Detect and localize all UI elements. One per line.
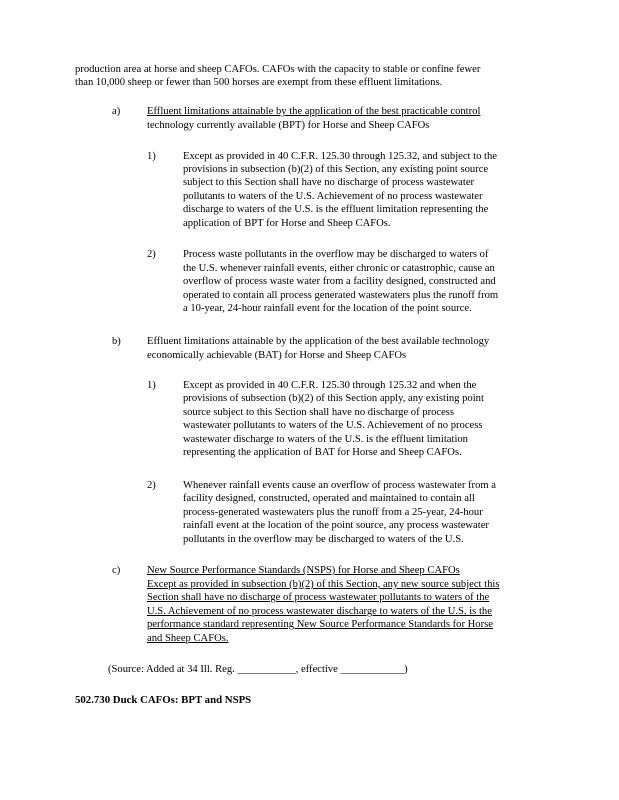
subsection-c-line-6: and Sheep CAFOs. bbox=[147, 633, 229, 644]
subsection-b-marker: b) bbox=[112, 336, 121, 347]
item-b1-line-4: wastewater pollutants to waters of the U.S. Achievement of no process bbox=[183, 420, 483, 431]
item-b1-marker: 1) bbox=[147, 380, 156, 391]
item-a2-line-2: the U.S. whenever rainfall events, either chronic or catastrophic, cause an bbox=[183, 263, 495, 274]
subsection-c-line-1: New Source Performance Standards (NSPS) for Horse and Sheep CAFOs bbox=[147, 565, 460, 576]
subsection-a-heading-line-2: technology currently available (BPT) for Horse and Sheep CAFOs bbox=[147, 120, 430, 131]
item-a2-line-5: a 10-year, 24-hour rainfall event for the location of the point source. bbox=[183, 303, 472, 314]
subsection-a-marker: a) bbox=[112, 106, 121, 117]
item-a2-line-3: overflow of process waste water from a facility designed, constructed and bbox=[183, 276, 496, 287]
item-b1-line-3: source subject to this Section shall have no discharge of process bbox=[183, 407, 455, 418]
section-heading: 502.730 Duck CAFOs: BPT and NSPS bbox=[75, 694, 252, 706]
subsection-c-marker: c) bbox=[112, 565, 121, 576]
item-b2-line-5: pollutants in the overflow may be discharged to waters of the U.S. bbox=[183, 534, 464, 545]
intro-line-1: production area at horse and sheep CAFOs. CAFOs with the capacity to stable or confine fewer bbox=[75, 64, 481, 75]
item-b1-line-2: provisions of subsection (b)(2) of this Section apply, any existing point bbox=[183, 393, 484, 404]
item-b2-line-2: facility designed, constructed, operated and maintained to contain all bbox=[183, 493, 475, 504]
subsection-c-line-5: performance standard representing New Source Performance Standards for Horse bbox=[147, 619, 493, 630]
subsection-b-heading-line-2: economically achievable (BAT) for Horse and Sheep CAFOs bbox=[147, 350, 407, 361]
subsection-c-line-4: U.S. Achievement of no process wastewater discharge to waters of the U.S. is the bbox=[147, 606, 492, 617]
intro-line-2: than 10,000 sheep or fewer than 500 horses are exempt from these effluent limitations. bbox=[75, 77, 443, 88]
source-note: (Source: Added at 34 Ill. Reg. ___________, effective ____________) bbox=[108, 664, 408, 675]
item-a1-marker: 1) bbox=[147, 151, 156, 162]
item-a2-line-1: Process waste pollutants in the overflow may be discharged to waters of bbox=[183, 249, 489, 260]
item-b2-line-4: rainfall event at the location of the point source, any process wastewater bbox=[183, 520, 489, 531]
item-b2-marker: 2) bbox=[147, 480, 156, 491]
item-a1-line-4: pollutants to waters of the U.S. Achievement of no process wastewater bbox=[183, 191, 483, 202]
subsection-c-line-2: Except as provided in subsection (b)(2) of this Section, any new source subject this bbox=[147, 579, 500, 590]
item-a1-line-6: application of BPT for Horse and Sheep CAFOs. bbox=[183, 218, 391, 229]
subsection-b-heading-line-1: Effluent limitations attainable by the application of the best available technology bbox=[147, 336, 490, 347]
item-b1-line-6: representing the application of BAT for Horse and Sheep CAFOs. bbox=[183, 447, 462, 458]
subsection-a-heading-line-1: Effluent limitations attainable by the application of the best practicable control bbox=[147, 106, 481, 117]
item-a1-line-3: subject to this Section shall have no discharge of process wastewater bbox=[183, 177, 475, 188]
item-b2-line-1: Whenever rainfall events cause an overflow of process wastewater from a bbox=[183, 480, 496, 491]
item-a1-line-1: Except as provided in 40 C.F.R. 125.30 through 125.32, and subject to the bbox=[183, 151, 497, 162]
item-b1-line-5: wastewater discharge to waters of the U.S. is the effluent limitation bbox=[183, 434, 468, 445]
subsection-c-line-3: Section shall have no discharge of process wastewater pollutants to waters of the bbox=[147, 592, 490, 603]
item-a1-line-2: provisions in subsection (b)(2) of this Section, any existing point source bbox=[183, 164, 489, 175]
item-a2-line-4: operated to contain all process generated wastewaters plus the runoff from bbox=[183, 290, 499, 301]
item-a2-marker: 2) bbox=[147, 249, 156, 260]
item-a1-line-5: discharge to waters of the U.S. is the effluent limitation representing the bbox=[183, 204, 489, 215]
item-b2-line-3: process-generated wastewaters plus the runoff from a 25-year, 24-hour bbox=[183, 507, 483, 518]
item-b1-line-1: Except as provided in 40 C.F.R. 125.30 through 125.32 and when the bbox=[183, 380, 477, 391]
